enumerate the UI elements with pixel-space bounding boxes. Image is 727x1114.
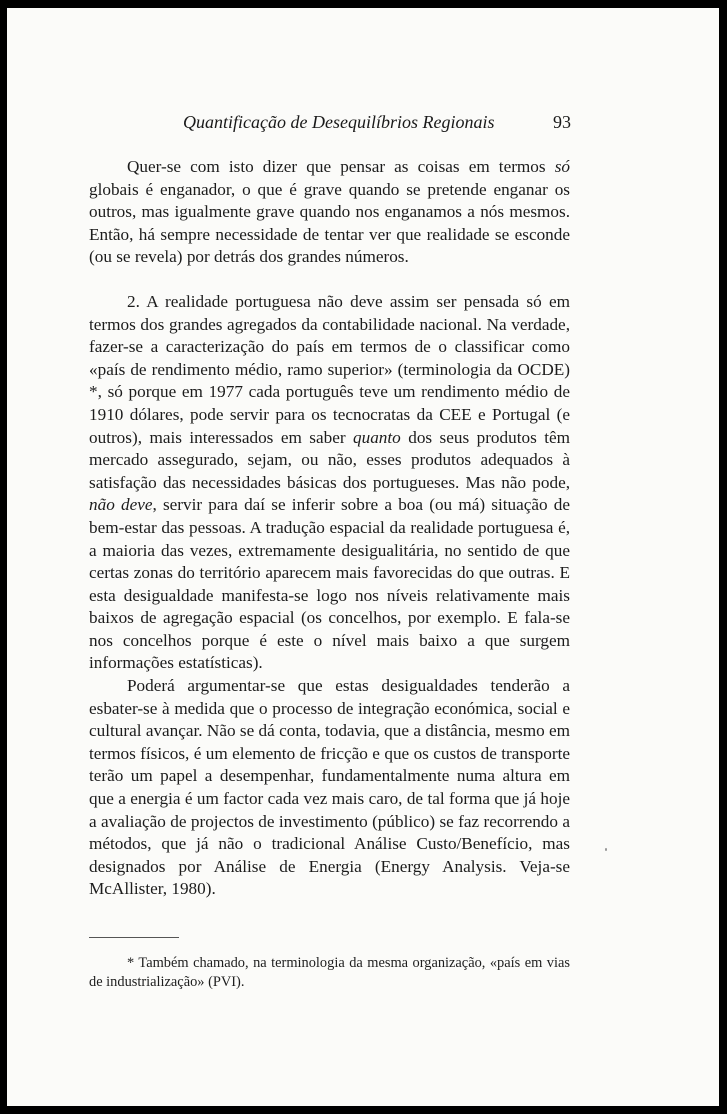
footnote-text: * Também chamado, na terminologia da mesma organização, «país em vias de industrialização» (PVI). [89, 955, 570, 990]
paragraph-2-text-c: , servir para daí se inferir sobre a boa (ou má) situação de bem-estar das pessoas. A tradução espacial da realidade portuguesa é, a maioria das vezes, extremamente desigualitária, no sentido de que certas zonas do território aparecem mais favorecidas do que outras. E esta desigualdade manifesta-se logo nos níveis relativamente mais baixos de agregação espacial (os concelhos, por exemplo. E fala-se nos concelhos porque é este o nível mais baixo a que surgem informações estatísticas). [89, 495, 570, 673]
paragraph-2-text-b: dos seus produtos têm mercado assegurado, sejam, ou não, esses produtos adequados à satisfação das necessidades básicas dos portugueses. Mas não pode, [89, 427, 570, 492]
body-text [89, 156, 570, 901]
paragraph-1-text-a: Quer-se com isto dizer que pensar as coisas em termos [127, 157, 555, 176]
running-title: Quantificação de Desequilíbrios Regionais [183, 112, 495, 132]
paragraph-2-emphasis-1: quanto [353, 427, 401, 447]
paragraph-3: Poderá argumentar-se que estas desigualdades tenderão a esbater-se à medida que o processo de integração económica, social e cultural avançar. Não se dá conta, todavia, que a distância, mesmo em termos físicos, é um elemento de fricção e que os custos de transporte terão um papel a desempenhar, fundamentalmente numa altura em que a energia é um factor cada vez mais caro, de tal forma que já hoje a avaliação de projectos de investimento (público) se faz recorrendo a métodos, que já não o tradicional Análise Custo/Benefício, mas designados por Análise de Energia (Energy Analysis. Veja-se McAllister, 1980). [89, 676, 570, 899]
paragraph-1-text-b: globais é enganador, o que é grave quando se pretende enganar os outros, mas igualmente grave quando nos enganamos a nós mesmos. Então, há sempre necessidade de tentar ver que realidade se esconde (ou se revela) por detrás dos grandes números. [89, 179, 570, 267]
footnote-rule [89, 937, 179, 938]
page-sheet [7, 8, 719, 1106]
footnote [89, 954, 570, 992]
paragraph-2 [89, 291, 570, 675]
scan-speck [605, 848, 607, 851]
paragraph-2-text-a: 2. A realidade portuguesa não deve assim ser pensada só em termos dos grandes agregados da contabilidade nacional. Na verdade, fazer-se a caracterização do país em termos de o classificar como «país de rendimento médio, ramo superior» (terminologia da OCDE) *, só porque em 1977 cada português teve um rendimento médio de 1910 dólares, pode servir para os tecnocratas da CEE e Portugal (e outros), mais interessados em saber [89, 291, 570, 447]
page-number: 93 [553, 112, 571, 132]
paragraph-1-emphasis: só [554, 157, 570, 176]
paragraph-1 [89, 156, 570, 269]
paragraph-2-emphasis-2: não deve [89, 495, 153, 515]
